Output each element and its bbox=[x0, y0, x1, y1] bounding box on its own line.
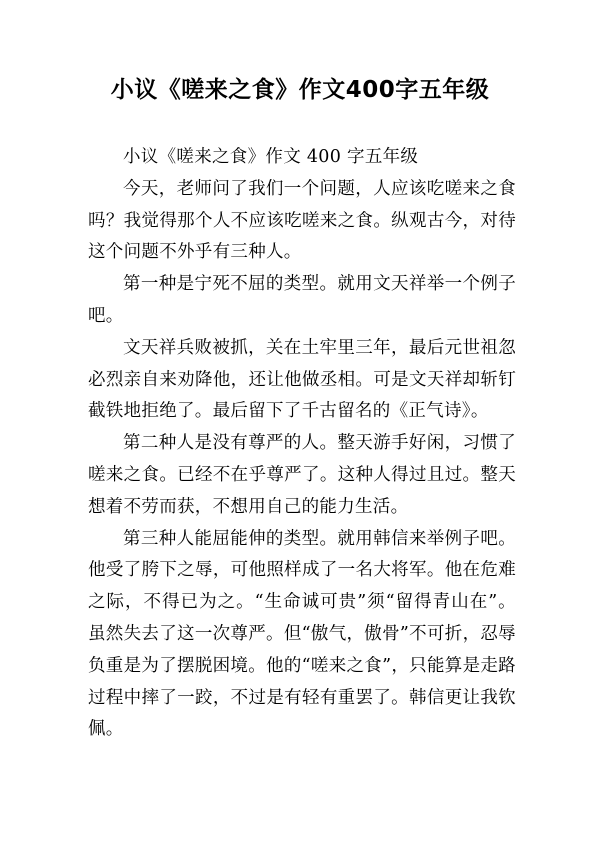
subtitle-paragraph: 小议《嗟来之食》作文 400 字五年级 bbox=[123, 147, 419, 167]
document-body bbox=[88, 142, 516, 746]
document-title: 小议《嗟来之食》作文400字五年级 bbox=[110, 77, 490, 103]
third-type-paragraph: 第三种人能屈能伸的类型。就用韩信来举例子吧。他受了胯下之辱，可他照样成了一名大将军。他在危难之际，不得已为之。“生命诚可贵”须“留得青山在”。虽然失去了这一次尊严。但“傲气，傲骨”不可折，忍辱负重是为了摆脱困境。他的“嗟来之食”，只能算是走路过程中摔了一跤，不过是有轻有重罢了。韩信更让我钦佩。 bbox=[88, 528, 516, 740]
first-type-paragraph: 第一种是宁死不屈的类型。就用文天祥举一个例子吧。 bbox=[88, 274, 516, 326]
wen-tianxiang-paragraph: 文天祥兵败被抓，关在土牢里三年，最后元世祖忽必烈亲自来劝降他，还让他做丞相。可是文天祥却斩钉截铁地拒绝了。最后留下了千古留名的《正气诗》。 bbox=[88, 337, 516, 422]
intro-paragraph: 今天，老师问了我们一个问题，人应该吃嗟来之食吗？我觉得那个人不应该吃嗟来之食。纵观古今，对待这个问题不外乎有三种人。 bbox=[88, 178, 516, 263]
second-type-paragraph: 第二种人是没有尊严的人。整天游手好闲，习惯了嗟来之食。已经不在乎尊严了。这种人得过且过。整天想着不劳而获，不想用自己的能力生活。 bbox=[88, 433, 516, 517]
